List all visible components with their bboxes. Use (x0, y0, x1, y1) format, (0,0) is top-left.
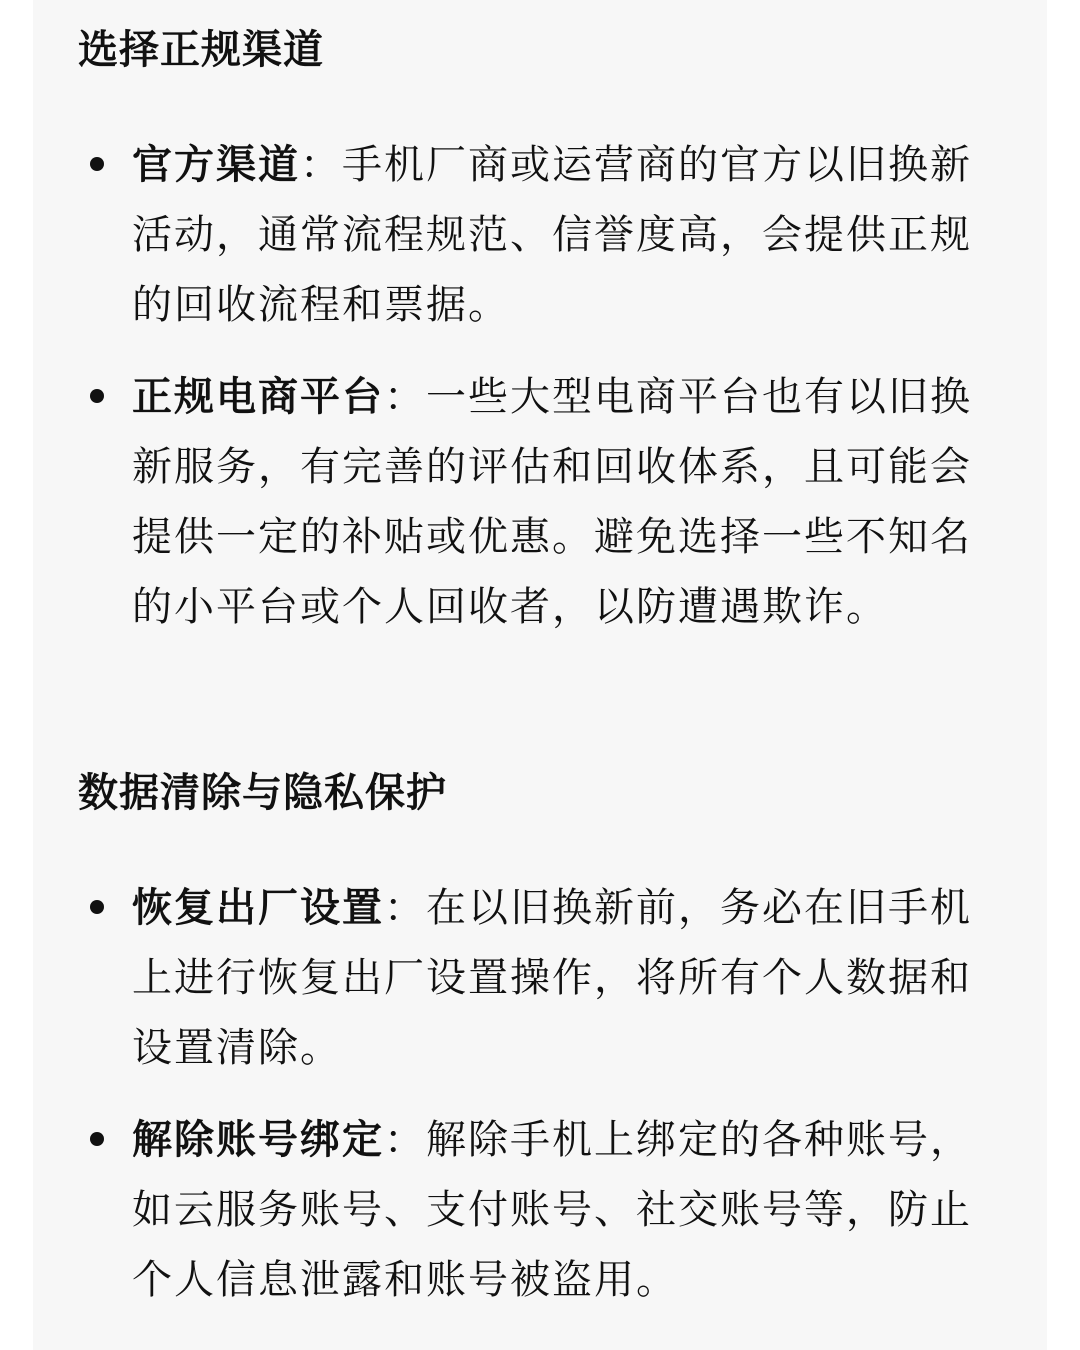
bullet-icon (90, 157, 104, 171)
item-separator: ： (384, 374, 426, 420)
item-text: 在以旧换新前，务必在旧手机上进行恢复出厂设置操作，将所有个人数据和设置清除。 (132, 885, 972, 1071)
bullet-icon (90, 900, 104, 914)
section-title-channels: 选择正规渠道 (78, 27, 324, 73)
list-channels (78, 130, 978, 664)
item-separator: ： (384, 885, 426, 931)
item-text: 解除手机上绑定的各种账号，如云服务账号、支付账号、社交账号等，防止个人信息泄露和账号被盗用。 (132, 1117, 972, 1303)
item-term: 官方渠道 (132, 142, 300, 188)
item-text: 一些大型电商平台也有以旧换新服务，有完善的评估和回收体系，且可能会提供一定的补贴或优惠。避免选择一些不知名的小平台或个人回收者，以防遭遇欺诈。 (132, 374, 972, 630)
item-term: 恢复出厂设置 (132, 885, 384, 931)
list-privacy (78, 873, 978, 1337)
item-term: 正规电商平台 (132, 374, 384, 420)
bullet-icon (90, 389, 104, 403)
item-text: 手机厂商或运营商的官方以旧换新活动，通常流程规范、信誉度高，会提供正规的回收流程和票据。 (132, 142, 972, 328)
section-title-privacy: 数据清除与隐私保护 (78, 770, 447, 816)
list-item (78, 1105, 978, 1315)
item-separator: ： (384, 1117, 426, 1163)
list-item (78, 362, 978, 642)
item-separator: ： (300, 142, 342, 188)
bullet-icon (90, 1132, 104, 1146)
item-term: 解除账号绑定 (132, 1117, 384, 1163)
list-item (78, 130, 978, 340)
list-item (78, 873, 978, 1083)
